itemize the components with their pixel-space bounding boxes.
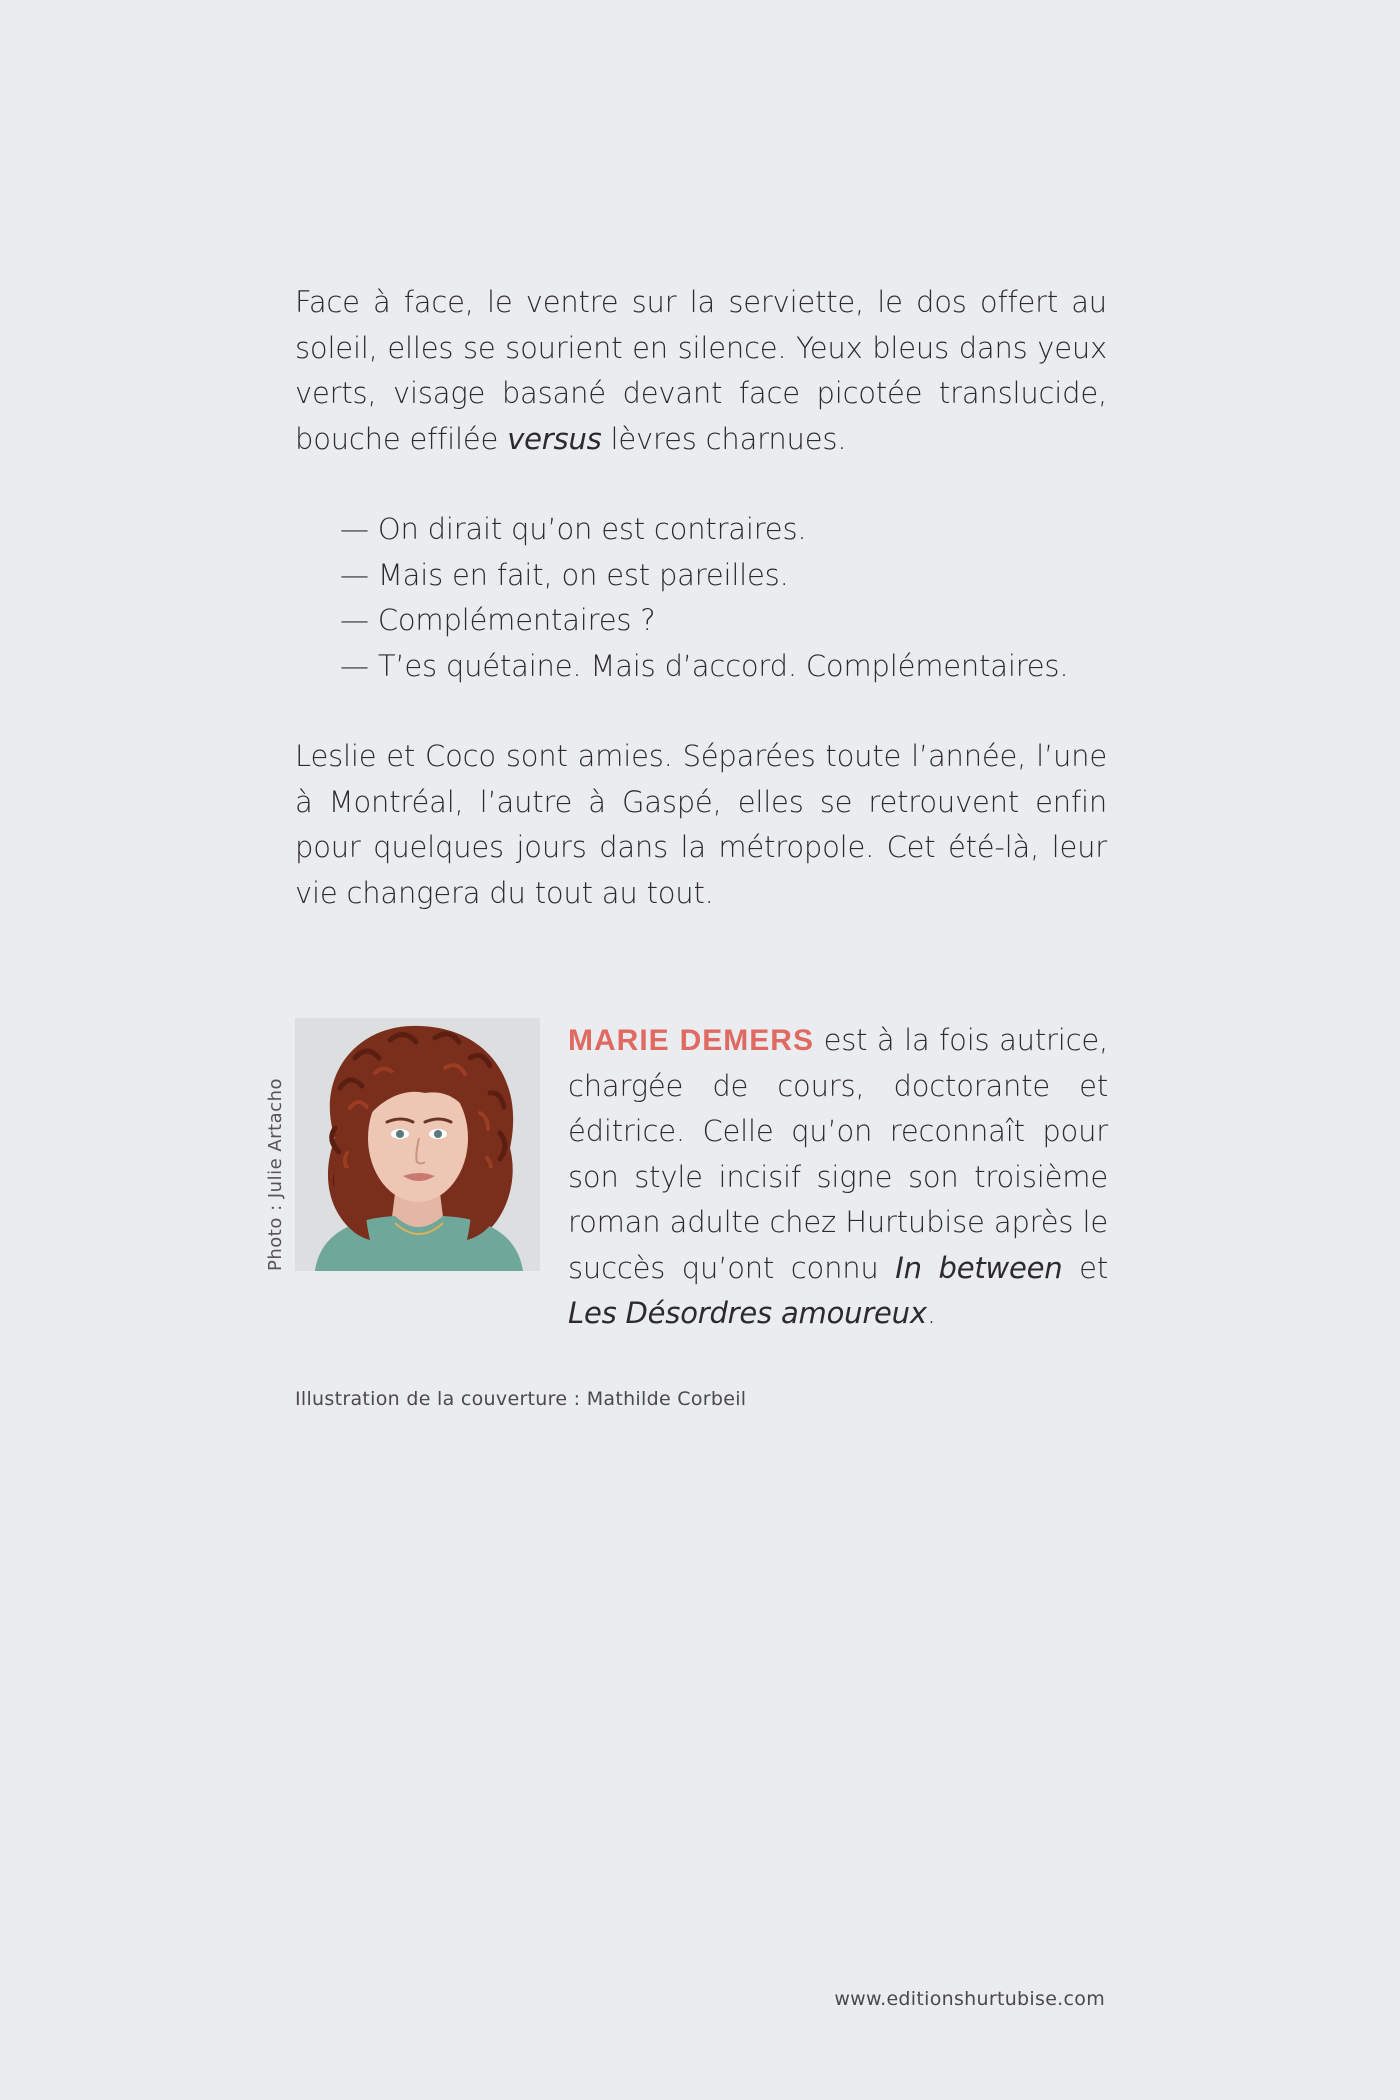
publisher-website[interactable]: www.editionshurtubise.com (834, 1988, 1105, 2010)
author-bio (568, 1018, 1108, 1337)
dialogue-line: — Complémentaires ? (340, 603, 656, 637)
author-bio-and: et (1062, 1250, 1108, 1285)
book-title-1: In between (895, 1250, 1063, 1285)
synopsis-paragraph-1 (295, 280, 1107, 462)
synopsis-italic-versus: versus (507, 421, 602, 456)
author-bio-end: . (926, 1296, 936, 1330)
dialogue-line: — T’es quétaine. Mais d’accord. Complémentaires. (340, 648, 1069, 683)
synopsis-paragraph-2: Leslie et Coco sont amies. Séparées toute l’année, l’une à Montréal, l’autre à Gaspé, elles se retrouvent enfin pour quelques jours dans la métropole. Cet été-là, leur vie changera du tout au tout. (295, 739, 1107, 910)
dialogue-line: — On dirait qu’on est contraires. (340, 512, 807, 546)
dialogue-list (340, 507, 1107, 689)
synopsis-paragraph-1-start: Face à face, le ventre sur la serviette, le dos offert au soleil, elles se sourient en silence. Yeux bleus dans yeux verts, visage basané devant face picotée translucide, bouche effilée (295, 285, 1107, 456)
photo-credit: Photo : Julie Artacho (265, 1078, 286, 1271)
author-name: MARIE DEMERS (568, 1024, 814, 1057)
dialogue-line: — Mais en fait, on est pareilles. (340, 557, 789, 592)
synopsis (295, 280, 1107, 916)
author-bio-text: est à la fois autrice, chargée de cours, doctorante et éditrice. Celle qu’on reconnaît pour son style incisif signe son troisième roman adulte chez Hurtubise après le succès qu’ont connu (568, 1023, 1108, 1285)
book-title-2: Les Désordres amoureux (568, 1296, 927, 1330)
illustration-credit: Illustration de la couverture : Mathilde Corbeil (295, 1388, 747, 1410)
author-portrait (295, 1018, 540, 1271)
synopsis-paragraph-1-end: lèvres charnues. (601, 421, 847, 456)
